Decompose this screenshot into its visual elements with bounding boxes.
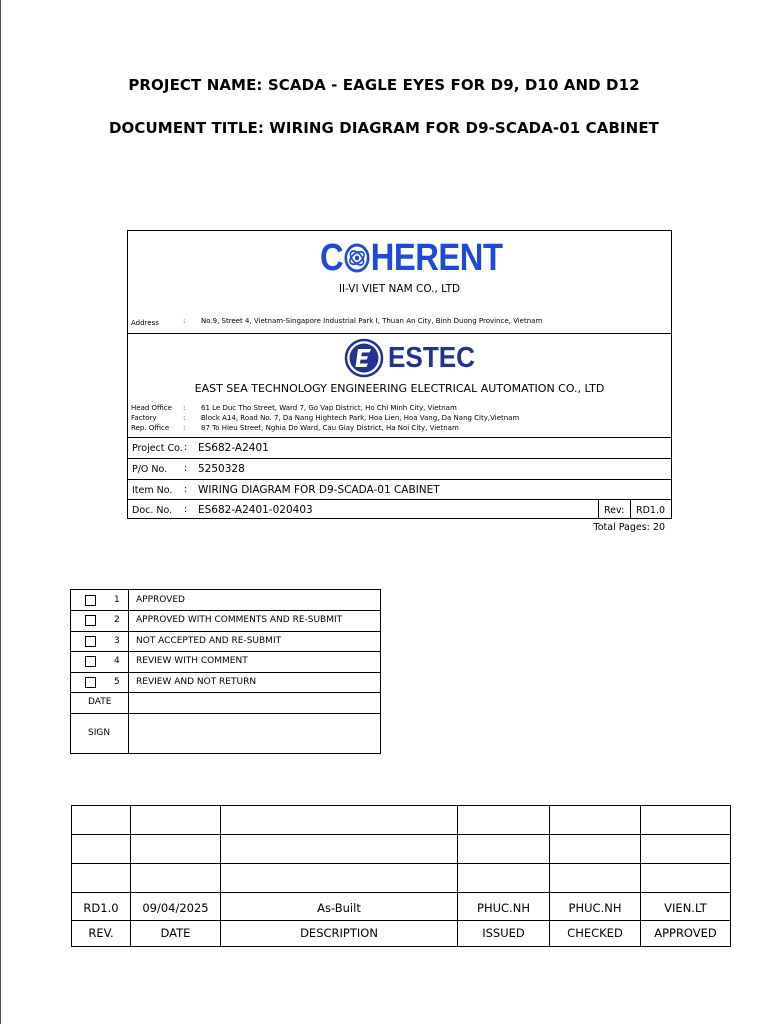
approval-checkbox-4[interactable] <box>85 656 96 667</box>
contractor-section: ESTEC EAST SEA TECHNOLOGY ENGINEERING ELECTRICAL AUTOMATION CO., LTD Head Office : 61 Le Duc Tho Street, Ward 7, Go Vap District, Ho Chi Minh City, Vietnam Factory : Block A14, Road No. 7, Da Nang Hightech Park, Hoa Lien, Hoa Vang, Da Nang City,Vietnam Rep. Office : 87 To Hieu Street, Nghia Do Ward, Cau Giay District, Ha Noi City, Vietnam <box>128 334 671 437</box>
rev-entry-approved: VIEN.LT <box>664 901 707 915</box>
total-pages: Total Pages: 20 <box>593 522 665 533</box>
po-label: P/O No. <box>132 464 168 475</box>
client-company-name: II-VI VIET NAM CO., LTD <box>338 283 461 295</box>
office-label-factory: Factory <box>131 414 157 422</box>
approval-num-4: 4 <box>114 656 120 666</box>
rev-header-description: DESCRIPTION <box>300 926 378 940</box>
rev-entry-date: 09/04/2025 <box>142 901 209 915</box>
address-label: Address <box>131 319 159 327</box>
rev-entry-rev: RD1.0 <box>83 901 119 915</box>
item-no-label: Item No. <box>132 485 173 496</box>
approval-checkbox-1[interactable] <box>85 595 96 606</box>
rev-header-checked: CHECKED <box>567 926 623 940</box>
page-left-border <box>0 0 1 1024</box>
coherent-globe-icon <box>344 243 370 273</box>
approval-date-label: DATE <box>88 697 112 707</box>
estec-logo-text: ESTEC <box>388 341 476 374</box>
office-label-head: Head Office <box>131 404 172 412</box>
approval-table <box>70 589 381 754</box>
rev-header-date: DATE <box>160 926 191 940</box>
approval-num-1: 1 <box>114 595 120 605</box>
approval-text-1: APPROVED <box>136 595 185 605</box>
rev-value: RD1.0 <box>636 505 666 516</box>
rev-header-issued: ISSUED <box>482 926 525 940</box>
rev-entry-description: As-Built <box>317 901 361 915</box>
office-label-rep: Rep. Office <box>131 424 170 432</box>
approval-text-2: APPROVED WITH COMMENTS AND RE-SUBMIT <box>136 615 343 625</box>
client-section <box>128 231 671 333</box>
office-address-factory: Block A14, Road No. 7, Da Nang Hightech Park, Hoa Lien, Hoa Vang, Da Nang City,Vietnam <box>201 414 520 422</box>
approval-text-5: REVIEW AND NOT RETURN <box>136 677 257 687</box>
address-colon: : <box>183 317 186 325</box>
office-address-head: 61 Le Duc Tho Street, Ward 7, Go Vap District, Ho Chi Minh City, Vietnam <box>201 404 457 412</box>
coherent-logo: C HERENT <box>320 237 503 279</box>
rev-header-approved: APPROVED <box>654 926 717 940</box>
item-no-value: WIRING DIAGRAM FOR D9-SCADA-01 CABINET <box>198 484 440 496</box>
estec-emblem-icon <box>344 338 384 378</box>
contractor-company-name: EAST SEA TECHNOLOGY ENGINEERING ELECTRICAL AUTOMATION CO., LTD <box>194 382 605 395</box>
po-value: 5250328 <box>198 463 245 475</box>
revision-table <box>71 805 731 947</box>
approval-sign-label: SIGN <box>88 728 111 738</box>
office-address-rep: 87 To Hieu Street, Nghia Do Ward, Cau Giay District, Ha Noi City, Vietnam <box>201 424 459 432</box>
client-address: No.9, Street 4, Vietnam-Singapore Industrial Park I, Thuan An City, Binh Duong Province, Vietnam <box>201 317 543 325</box>
approval-num-3: 3 <box>114 636 120 646</box>
approval-checkbox-3[interactable] <box>85 636 96 647</box>
project-name-heading: PROJECT NAME: SCADA - EAGLE EYES FOR D9, D10 AND D12 <box>128 76 640 94</box>
project-co-value: ES682-A2401 <box>198 442 269 454</box>
rev-entry-issued: PHUC.NH <box>477 901 530 915</box>
approval-checkbox-5[interactable] <box>85 677 96 688</box>
approval-sign-field[interactable] <box>129 714 380 753</box>
approval-text-4: REVIEW WITH COMMENT <box>136 656 248 666</box>
title-block: C HERENT II-VI VIET NAM CO., LTD Address : No.9, Street 4, Vietnam-Singapore Industrial Park I, Thuan An City, Binh Duong Province, Vietnam ESTEC EAST SEA TECHNOLOGY ENGINEERING ELECTRICAL AUTOMATION CO., LTD Head Office : 61 Le Duc Tho Street, Ward 7, Go Vap District, Ho Chi Minh City, Vietnam Factory : Block A14, Road No. 7, Da Nang Hightech Park, Hoa Lien, Hoa Vang, Da Nang City,Vietnam Rep. Office : 87 To Hieu Street, Nghia Do Ward, Cau Giay District, Ha Noi City, Vietnam Project Co. : ES682-A2401 P/O No. : 5250328 Item No. : WIRING DIAGRAM FOR D9-SCADA-01 CABINET Doc. No. : ES682-A2401-020403 Rev: RD1.0 <box>127 230 672 519</box>
rev-header-rev: REV. <box>88 926 114 940</box>
doc-no-value: ES682-A2401-020403 <box>198 504 313 516</box>
doc-no-label: Doc. No. <box>132 505 173 516</box>
rev-label: Rev: <box>604 505 625 516</box>
document-title-heading: DOCUMENT TITLE: WIRING DIAGRAM FOR D9-SCADA-01 CABINET <box>109 119 659 137</box>
approval-text-3: NOT ACCEPTED AND RE-SUBMIT <box>136 636 282 646</box>
project-co-label: Project Co. <box>132 443 183 454</box>
approval-num-2: 2 <box>114 615 120 625</box>
estec-logo <box>344 338 485 378</box>
approval-num-5: 5 <box>114 677 120 687</box>
approval-checkbox-2[interactable] <box>85 615 96 626</box>
approval-date-field[interactable] <box>129 693 380 713</box>
rev-entry-checked: PHUC.NH <box>568 901 622 915</box>
